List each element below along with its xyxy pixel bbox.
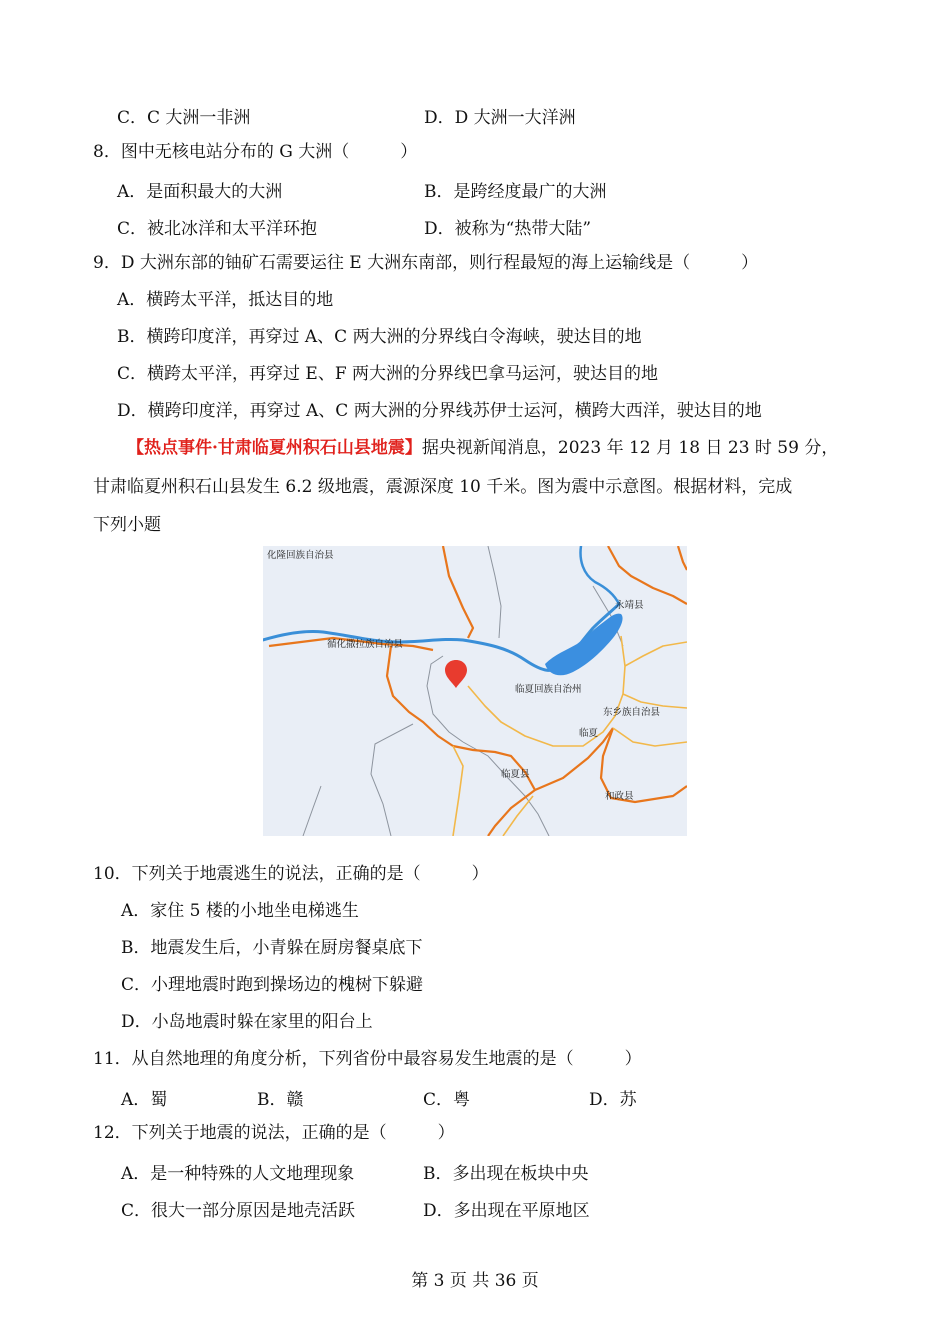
- hot-event-tag: 【热点事件·甘肃临夏州积石山县地震】: [127, 438, 422, 458]
- q10-option-c: C．小理地震时跑到操场边的槐树下躲避: [121, 975, 424, 995]
- label-yongjing: 永靖县: [615, 600, 644, 611]
- label-xunhua: 循化撒拉族自治县: [327, 639, 404, 650]
- q12-stem: 12．下列关于地震的说法，正确的是（ ）: [93, 1123, 455, 1143]
- epicenter-map: [263, 546, 687, 836]
- q9-option-c: C．横跨太平洋，再穿过 E、F 两大洲的分界线巴拿马运河，驶达目的地: [117, 364, 659, 384]
- q8-option-b: B．是跨经度最广的大洲: [424, 182, 607, 202]
- q9-option-b: B．横跨印度洋，再穿过 A、C 两大洲的分界线白令海峡，驶达目的地: [117, 327, 642, 347]
- q12-option-b: B．多出现在板块中央: [423, 1164, 589, 1184]
- material-line-3: 下列小题: [93, 515, 161, 535]
- q10-option-b: B．地震发生后，小青躲在厨房餐桌底下: [121, 938, 423, 958]
- q8-option-a: A．是面积最大的大洲: [117, 182, 283, 202]
- page-footer: 第 3 页 共 36 页: [411, 1271, 539, 1291]
- material-line-1: [127, 436, 838, 460]
- q9-stem: 9．D 大洲东部的铀矿石需要运往 E 大洲东南部，则行程最短的海上运输线是（ ）: [93, 253, 759, 273]
- q9-option-a: A．横跨太平洋，抵达目的地: [117, 290, 334, 310]
- q9-option-d: D．横跨印度洋，再穿过 A、C 两大洲的分界线苏伊士运河，横跨大西洋，驶达目的地: [117, 401, 762, 421]
- q11-option-d: D．苏: [589, 1090, 637, 1110]
- q10-option-d: D．小岛地震时躲在家里的阳台上: [121, 1012, 373, 1032]
- material-line-2: 甘肃临夏州积石山县发生 6.2 级地震，震源深度 10 千米。图为震中示意图。根据材料，完成: [93, 477, 793, 497]
- q8-stem: 8．图中无核电站分布的 G 大洲（ ）: [93, 142, 418, 162]
- q8-option-c: C．被北冰洋和太平洋环抱: [117, 219, 318, 239]
- q12-option-a: A．是一种特殊的人文地理现象: [121, 1164, 355, 1184]
- q11-option-b: B．赣: [257, 1090, 304, 1110]
- label-linxia-zhou: 临夏回族自治州: [515, 684, 582, 695]
- q7-option-d: D．D 大洲一大洋洲: [424, 108, 576, 128]
- q8-option-d: D．被称为“热带大陆”: [424, 219, 592, 239]
- q10-stem: 10．下列关于地震逃生的说法，正确的是（ ）: [93, 864, 489, 884]
- label-dongxiang: 东乡族自治县: [603, 707, 661, 718]
- q12-option-c: C．很大一部分原因是地壳活跃: [121, 1201, 356, 1221]
- label-linxia-xian: 临夏县: [501, 769, 530, 780]
- q10-option-a: A．家住 5 楼的小地坐电梯逃生: [121, 901, 359, 921]
- label-hualong: 化隆回族自治县: [267, 550, 334, 561]
- q12-option-d: D．多出现在平原地区: [423, 1201, 590, 1221]
- q11-option-a: A．蜀: [121, 1090, 168, 1110]
- material-line-1-text: 据央视新闻消息，2023 年 12 月 18 日 23 时 59 分，: [421, 438, 839, 458]
- q11-stem: 11．从自然地理的角度分析，下列省份中最容易发生地震的是（ ）: [93, 1049, 642, 1069]
- q7-option-c: C．C 大洲一非洲: [117, 108, 251, 128]
- label-hezheng: 和政县: [605, 791, 634, 802]
- q11-option-c: C．粤: [423, 1090, 471, 1110]
- label-linxia: 临夏: [579, 728, 599, 739]
